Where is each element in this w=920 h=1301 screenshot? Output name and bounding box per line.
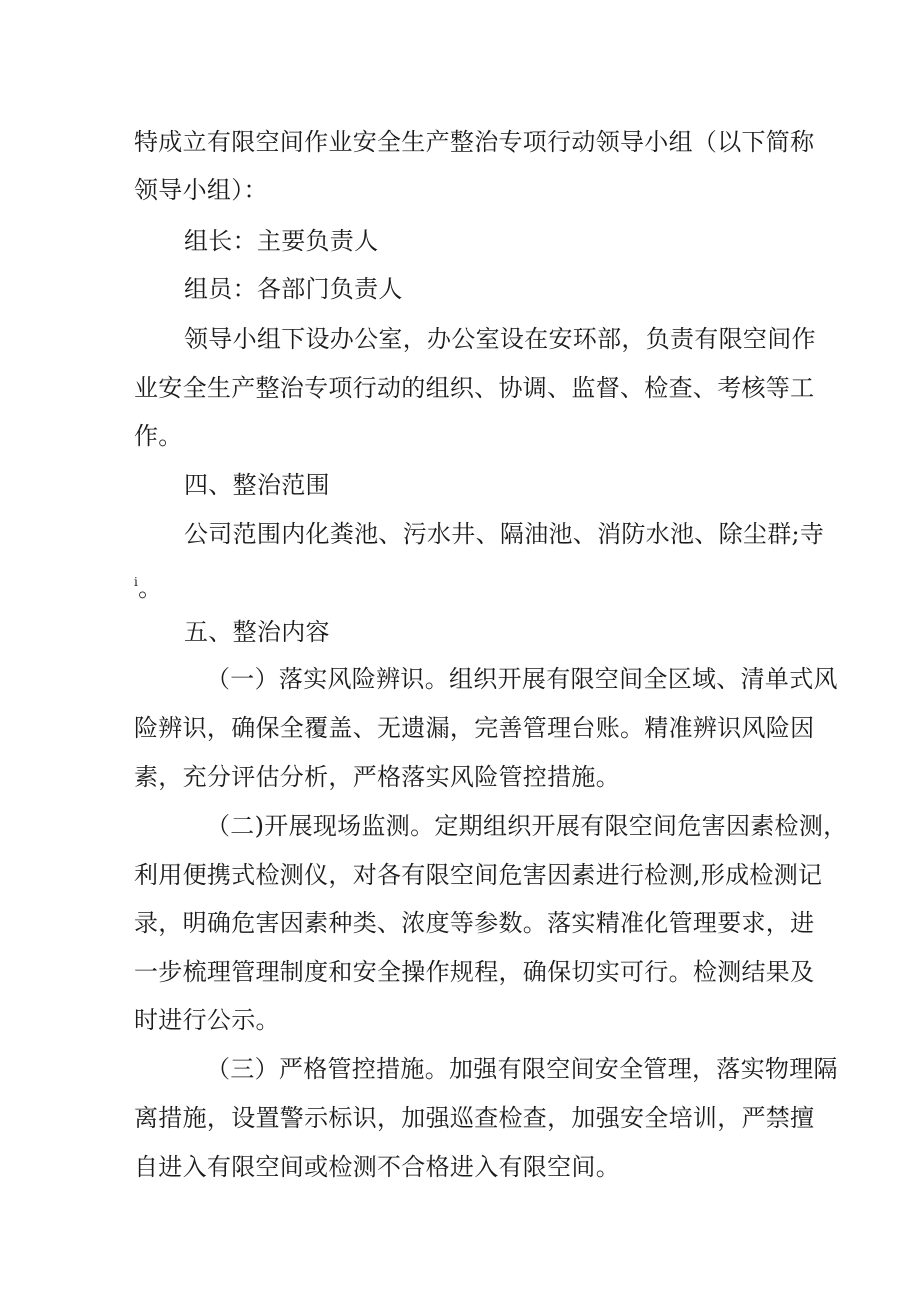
paragraph-line: 利用便携式检测仪，对各有限空间危害因素进行检测,形成检测记 bbox=[134, 861, 823, 889]
paragraph-line: 时进行公示。 bbox=[134, 1006, 280, 1034]
section-heading-content: 五、整治内容 bbox=[184, 618, 330, 646]
period-fragment: 。 bbox=[138, 574, 163, 602]
team-members-line: 组员：各部门负责人 bbox=[184, 275, 403, 303]
section-heading-scope: 四、整治范围 bbox=[184, 471, 330, 499]
paragraph-line: 一步梳理管理制度和安全操作规程，确保切实可行。检测结果及 bbox=[134, 958, 815, 986]
paragraph-line: 录，明确危害因素种类、浓度等参数。落实精准化管理要求，进 bbox=[134, 909, 815, 937]
paragraph-line: 自进入有限空间或检测不合格进入有限空间。 bbox=[134, 1153, 620, 1181]
paragraph-line: （一）落实风险辨识。组织开展有限空间全区域、清单式风 bbox=[206, 665, 838, 693]
paragraph-line: （二)开展现场监测。定期组织开展有限空间危害因素检测， bbox=[206, 812, 848, 840]
paragraph-line: 险辨识，确保全覆盖、无遗漏，完善管理台账。精准辨识风险因 bbox=[134, 714, 815, 742]
team-leader-line: 组长：主要负责人 bbox=[184, 227, 379, 255]
paragraph-line: （三）严格管控措施。加强有限空间安全管理，落实物理隔 bbox=[206, 1055, 838, 1083]
paragraph-line-fragment bbox=[134, 567, 804, 603]
paragraph-line: 领导小组）： bbox=[134, 176, 268, 204]
paragraph-line: 作。 bbox=[134, 422, 183, 450]
paragraph-line: 业安全生产整治专项行动的组织、协调、监督、检查、考核等工 bbox=[134, 374, 815, 402]
paragraph-line: 公司范围内化粪池、污水井、隔油池、消防水池、除尘群;寺 bbox=[184, 520, 825, 548]
superscript-fragment: i bbox=[134, 575, 139, 589]
paragraph-line: 领导小组下设办公室，办公室设在安环部，负责有限空间作 bbox=[184, 325, 816, 353]
paragraph-line: 素，充分评估分析，严格落实风险管控措施。 bbox=[134, 763, 620, 791]
paragraph-line: 离措施，设置警示标识，加强巡查检查，加强安全培训，严禁擅 bbox=[134, 1104, 815, 1132]
paragraph-line: 特成立有限空间作业安全生产整治专项行动领导小组（以下简称 bbox=[134, 128, 815, 156]
